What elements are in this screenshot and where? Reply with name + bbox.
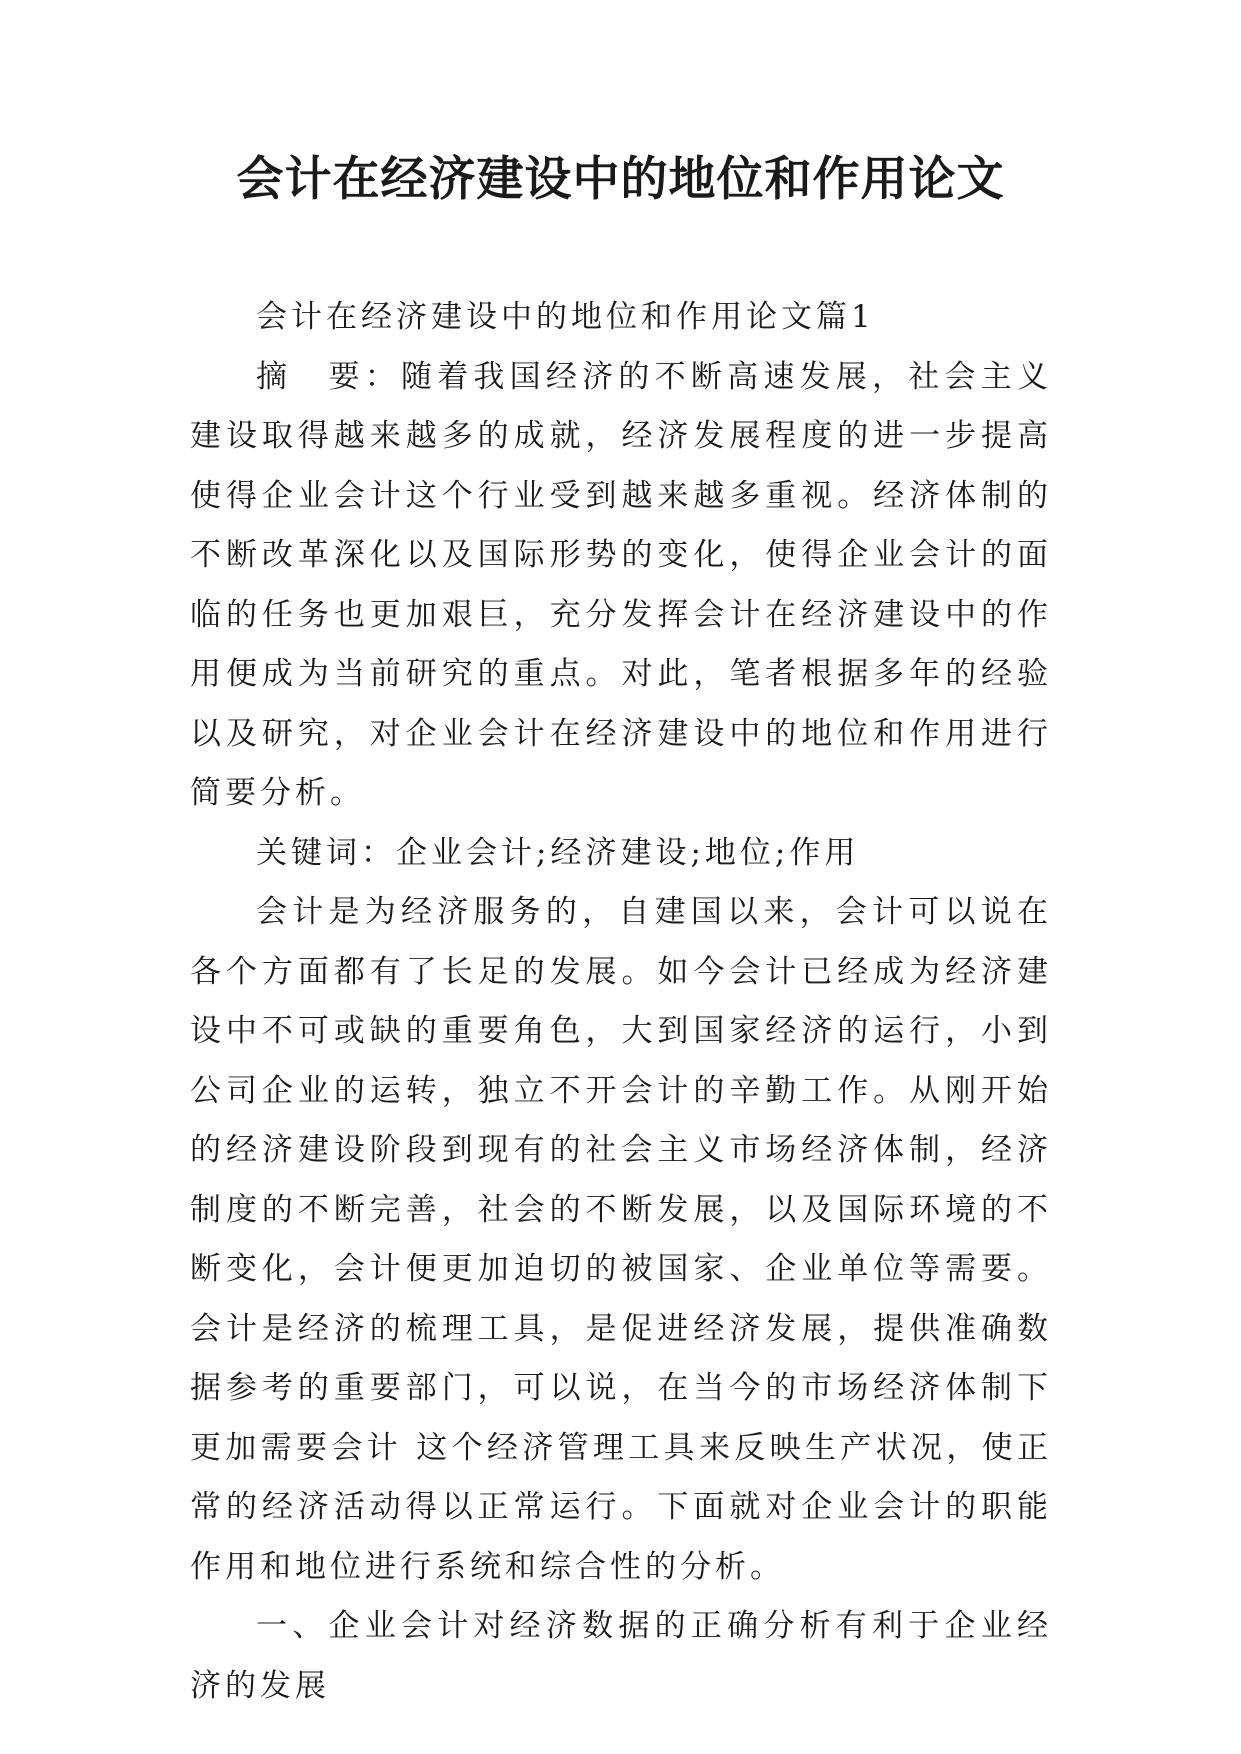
document-body [190,288,1052,1716]
subsection-heading: 一、企业会计对经济数据的正确分析有利于企业经济的发展 [190,1608,1052,1704]
abstract-paragraph: 摘 要：随着我国经济的不断高速发展，社会主义建设取得越来越多的成就，经济发展程度的进一步提高使得企业会计这个行业受到越来越多重视。经济体制的不断改革深化以及国际形势的变化，使得企业会计的面临的任务也更加艰巨，充分发挥会计在经济建设中的作用便成为当前研究的重点。对此，笔者根据多年的经验以及研究，对企业会计在经济建设中的地位和作用进行简要分析。 [190,358,1052,811]
keywords-paragraph: 关键词：企业会计;经济建设;地位;作用 [256,834,860,871]
body-paragraph: 会计是为经济服务的，自建国以来，会计可以说在各个方面都有了长足的发展。如今会计已经成为经济建设中不可或缺的重要角色，大到国家经济的运行，小到公司企业的运转，独立不开会计的辛勤工作。从刚开始的经济建设阶段到现有的社会主义市场经济体制，经济制度的不断完善，社会的不断发展，以及国际环境的不断变化，会计便更加迫切的被国家、企业单位等需要。会计是经济的梳理工具，是促进经济发展，提供准确数据参考的重要部门，可以说，在当今的市场经济体制下更加需要会计 这个经济管理工具来反映生产状况，使正常的经济活动得以正常运行。下面就对企业会计的职能作用和地位进行系统和综合性的分析。 [190,894,1052,1585]
document-title: 会计在经济建设中的地位和作用论文 [236,152,1005,207]
section-heading: 会计在经济建设中的地位和作用论文篇1 [256,299,875,335]
